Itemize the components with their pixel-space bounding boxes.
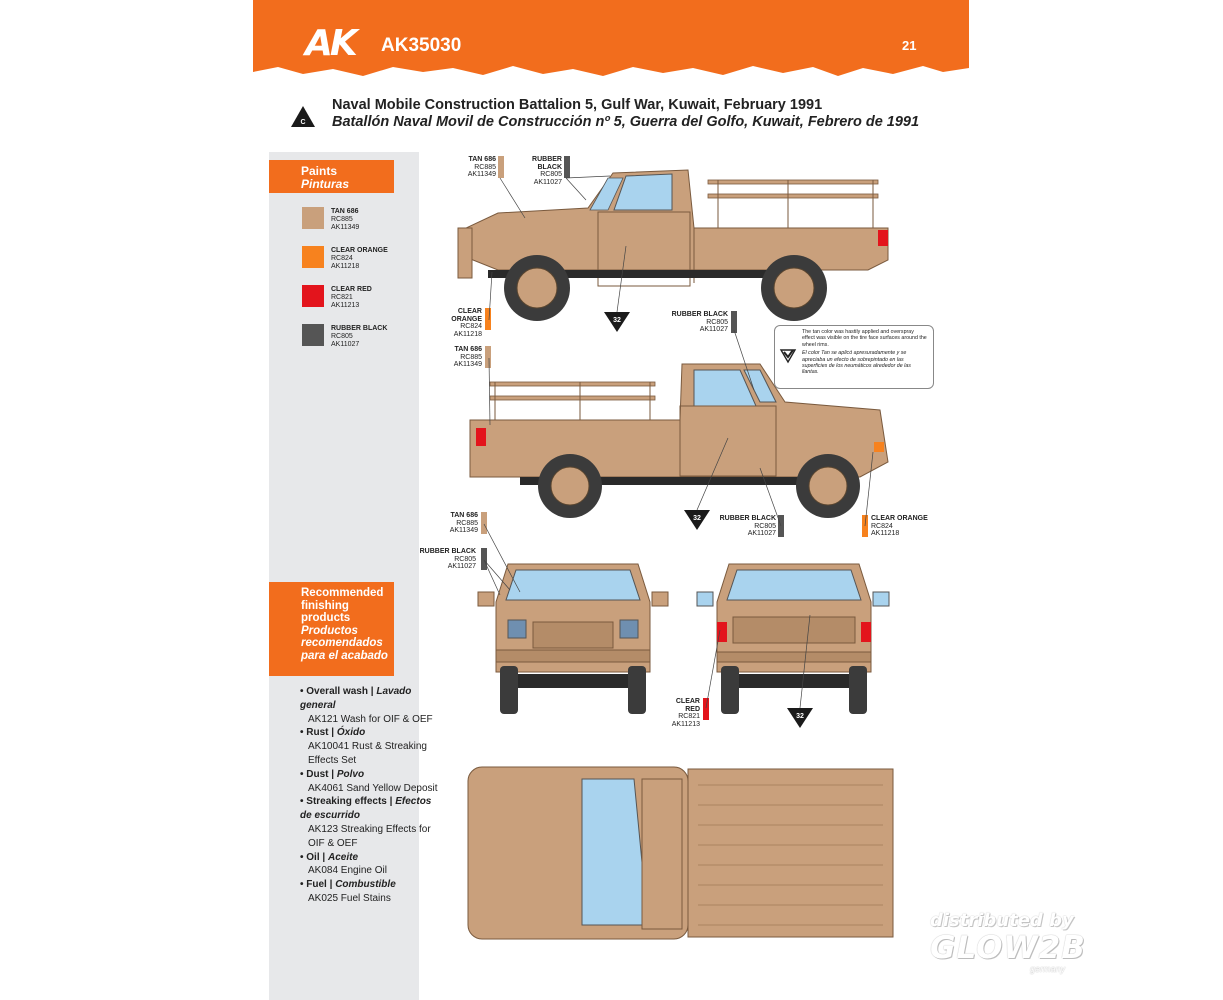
note-text-en: The tan color was hastily applied and overspray effect was visible on the tire face surfaces around the wheel rims.	[802, 329, 927, 348]
note-text	[802, 329, 927, 376]
profile-title-en: Naval Mobile Construction Battalion 5, Gulf War, Kuwait, February 1991	[332, 97, 823, 113]
watermark-sub: germany	[1030, 964, 1066, 974]
callout-rubber-4: RUBBER BLACK RC805 AK11027	[719, 515, 776, 538]
decal-marker-1-label: 32	[613, 317, 621, 324]
callout-tan-2: TAN 686 RC885 AK11349	[453, 346, 482, 369]
finishing-item: • Rust | Óxido AK10041 Rust & Streaking Effects Set	[300, 727, 427, 766]
ak-logo: AK	[305, 23, 355, 64]
decal-marker-2	[684, 510, 710, 530]
swatch-label-rubber-black: RUBBER BLACK RC805 AK11027	[331, 325, 388, 348]
callout-orange-1: CLEAR ORANGE RC824 AK11218	[451, 308, 482, 338]
paints-heading-en: Paints	[301, 164, 338, 178]
finishing-item: • Fuel | Combustible AK025 Fuel Stains	[300, 879, 396, 904]
callout-rubber-1: RUBBER BLACK RC805 AK11027	[532, 156, 562, 186]
decal-marker-1	[604, 312, 630, 332]
callout-rubber-3: RUBBER BLACK RC805 AK11027	[419, 548, 476, 571]
callout-tan-3: TAN 686 RC885 AK11349	[449, 512, 478, 535]
decal-marker-3-label: 32	[796, 713, 804, 720]
finishing-heading-en: Recommended finishing products	[301, 587, 384, 624]
profile-title-es: Batallón Naval Movil de Construcción nº 5, Guerra del Golfo, Kuwait, Febrero de 1991	[332, 114, 920, 130]
watermark-text: distributed by	[930, 910, 1074, 931]
paints-heading-es: Pinturas	[301, 177, 350, 191]
swatch-label-clear-red: CLEAR RED RC821 AK11213	[331, 286, 372, 309]
profile-badge-letter: C	[300, 119, 306, 126]
finishing-heading-es: Productos recomendados para el acabado	[301, 624, 388, 662]
swatch-label-tan: TAN 686 RC885 AK11349	[331, 208, 360, 231]
decal-marker-3	[787, 708, 813, 728]
finishing-item: • Oil | Aceite AK084 Engine Oil	[300, 851, 387, 877]
finishing-item: • Dust | Polvo AK4061 Sand Yellow Deposit	[300, 768, 438, 794]
decal-marker-2-label: 32	[693, 515, 701, 522]
callout-red-1: CLEAR RED RC821 AK11213	[671, 698, 700, 728]
callout-rubber-2: RUBBER BLACK RC805 AK11027	[671, 311, 728, 334]
finishing-item: • Streaking effects | Efectos de escurrido AK123 Streaking Effects for OIF & OEF	[300, 796, 432, 849]
note-text-es: El color Tan se aplicó apresuradamente y se apreciaba un efecto de sobrepintado en las superficies de los neumáticos alrededor de las llantas.	[802, 350, 911, 376]
callout-orange-2: CLEAR ORANGE RC824 AK11218	[871, 515, 928, 538]
swatch-label-clear-orange: CLEAR ORANGE RC824 AK11218	[331, 247, 388, 270]
page-number: 21	[902, 38, 917, 53]
watermark-logo: GLOW2B	[930, 930, 1086, 966]
finishing-item: • Overall wash | Lavado general AK121 Wash for OIF & OEF	[300, 686, 433, 725]
callout-tan-1: TAN 686 RC885 AK11349	[467, 156, 496, 179]
product-code: AK35030	[381, 35, 462, 56]
checkmark-icon	[779, 346, 797, 364]
